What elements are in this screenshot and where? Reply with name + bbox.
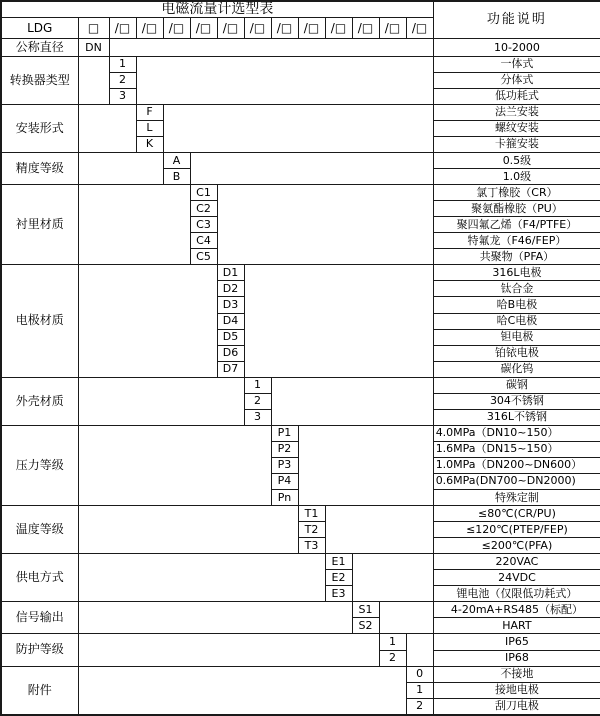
category-label: 供电方式	[1, 554, 78, 602]
category-label: 转换器类型	[1, 56, 78, 104]
option-code-cell: C1	[190, 185, 217, 201]
option-code-cell: 2	[406, 698, 433, 715]
option-description-cell: 0.6MPa(DN700~DN2000)	[433, 474, 600, 490]
option-code-cell: 1	[109, 56, 136, 72]
option-code-cell: 3	[109, 88, 136, 104]
spacer-cell	[78, 265, 217, 377]
option-description-cell: 哈C电极	[433, 313, 600, 329]
spacer-cell	[78, 602, 352, 634]
option-description-cell: 一体式	[433, 56, 600, 72]
option-description-cell: 304不锈钢	[433, 393, 600, 409]
option-description-cell: IP68	[433, 650, 600, 666]
table-row	[1, 425, 600, 441]
option-code-cell: DN	[78, 39, 109, 56]
option-description-cell: 220VAC	[433, 554, 600, 570]
option-code-cell: P3	[271, 457, 298, 473]
code-slot-cell: /□	[352, 18, 379, 39]
option-description-cell: 特氟龙（F46/FEP）	[433, 233, 600, 249]
option-code-cell: C5	[190, 249, 217, 265]
option-code-cell: A	[163, 153, 190, 169]
option-code-cell: E3	[325, 586, 352, 602]
option-description-cell: 24VDC	[433, 570, 600, 586]
option-description-cell: 316L不锈钢	[433, 409, 600, 425]
table-row	[1, 506, 600, 522]
table-row	[1, 39, 600, 56]
option-code-cell: 2	[109, 72, 136, 88]
code-slot-cell: /□	[136, 18, 163, 39]
spacer-cell	[406, 634, 433, 666]
option-code-cell: C4	[190, 233, 217, 249]
table-row	[1, 104, 600, 120]
category-label: 精度等级	[1, 153, 78, 185]
table-row	[1, 185, 600, 201]
option-description-cell: 聚氨酯橡胶（PU）	[433, 201, 600, 217]
option-description-cell: 锂电池（仅限低功耗式）	[433, 586, 600, 602]
option-code-cell: S1	[352, 602, 379, 618]
code-slot-cell: /□	[271, 18, 298, 39]
option-code-cell: D5	[217, 329, 244, 345]
option-description-cell: 碳钢	[433, 377, 600, 393]
option-description-cell: 螺纹安装	[433, 120, 600, 136]
option-description-cell: 4.0MPa（DN10~150）	[433, 425, 600, 441]
option-code-cell: Pn	[271, 490, 298, 506]
spacer-cell	[78, 104, 136, 152]
spacer-cell	[244, 265, 433, 377]
spacer-cell	[352, 554, 433, 602]
code-slot-cell: /□	[325, 18, 352, 39]
option-description-cell: 刮刀电极	[433, 698, 600, 715]
option-code-cell: F	[136, 104, 163, 120]
spacer-cell	[78, 185, 190, 265]
option-description-cell: 碳化钨	[433, 361, 600, 377]
model-box-cell: □	[78, 18, 109, 39]
spacer-cell	[78, 56, 109, 104]
option-description-cell: 聚四氟乙烯（F4/PTFE）	[433, 217, 600, 233]
option-code-cell: C3	[190, 217, 217, 233]
option-code-cell: B	[163, 169, 190, 185]
option-description-cell: IP65	[433, 634, 600, 650]
table-row	[1, 377, 600, 393]
option-code-cell: P2	[271, 441, 298, 457]
code-slot-cell: /□	[217, 18, 244, 39]
option-code-cell: S2	[352, 618, 379, 634]
option-description-cell: 接地电极	[433, 682, 600, 698]
spacer-cell	[217, 185, 433, 265]
spacer-cell	[190, 153, 433, 185]
option-code-cell: T1	[298, 506, 325, 522]
category-label: 信号输出	[1, 602, 78, 634]
option-description-cell: 1.0MPa（DN200~DN600）	[433, 457, 600, 473]
category-label: 防护等级	[1, 634, 78, 666]
option-description-cell: 法兰安装	[433, 104, 600, 120]
option-description-cell: 卡箍安装	[433, 137, 600, 153]
option-description-cell: 特殊定制	[433, 490, 600, 506]
option-description-cell: 0.5级	[433, 153, 600, 169]
model-prefix-cell: LDG	[1, 18, 78, 39]
spacer-cell	[379, 602, 433, 634]
header-row	[1, 1, 600, 18]
category-label: 电极材质	[1, 265, 78, 377]
option-description-cell: 共聚物（PFA）	[433, 249, 600, 265]
spacer-cell	[298, 425, 433, 505]
option-description-cell: 1.6MPa（DN15~150）	[433, 441, 600, 457]
option-description-cell: HART	[433, 618, 600, 634]
option-code-cell: T3	[298, 538, 325, 554]
option-code-cell: L	[136, 120, 163, 136]
option-code-cell: K	[136, 137, 163, 153]
option-code-cell: 1	[406, 682, 433, 698]
option-code-cell: D4	[217, 313, 244, 329]
table-row	[1, 56, 600, 72]
option-code-cell: D7	[217, 361, 244, 377]
category-label: 压力等级	[1, 425, 78, 505]
spacer-cell	[78, 425, 271, 505]
option-description-cell: 4-20mA+RS485（标配）	[433, 602, 600, 618]
option-description-cell: 低功耗式	[433, 88, 600, 104]
option-code-cell: 1	[244, 377, 271, 393]
spacer-cell	[136, 56, 433, 104]
option-description-cell: 316L电极	[433, 265, 600, 281]
option-description-cell: 钛合金	[433, 281, 600, 297]
option-description-cell: ≤200℃(PFA)	[433, 538, 600, 554]
spacer-cell	[163, 104, 433, 152]
option-code-cell: 3	[244, 409, 271, 425]
category-label: 附件	[1, 666, 78, 715]
category-label: 安装形式	[1, 104, 78, 152]
spacer-cell	[78, 506, 298, 554]
code-slot-cell: /□	[109, 18, 136, 39]
option-description-cell: 哈B电极	[433, 297, 600, 313]
option-code-cell: T2	[298, 522, 325, 538]
table-row	[1, 153, 600, 169]
spacer-cell	[109, 39, 433, 56]
spacer-cell	[78, 634, 379, 666]
spacer-cell	[271, 377, 433, 425]
option-code-cell: 0	[406, 666, 433, 682]
spacer-cell	[78, 666, 406, 715]
code-slot-cell: /□	[244, 18, 271, 39]
option-description-cell: ≤120℃(PTEP/FEP)	[433, 522, 600, 538]
option-code-cell: E1	[325, 554, 352, 570]
table-row	[1, 634, 600, 650]
option-description-cell: 10-2000	[433, 39, 600, 56]
option-description-cell: 氯丁橡胶（CR）	[433, 185, 600, 201]
option-code-cell: D1	[217, 265, 244, 281]
spacer-cell	[325, 506, 433, 554]
table-row	[1, 554, 600, 570]
option-code-cell: P4	[271, 474, 298, 490]
code-slot-cell: /□	[406, 18, 433, 39]
category-label: 衬里材质	[1, 185, 78, 265]
option-code-cell: D6	[217, 345, 244, 361]
code-slot-cell: /□	[163, 18, 190, 39]
table-row	[1, 666, 600, 682]
category-label: 公称直径	[1, 39, 78, 56]
table-title: 电磁流量计选型表	[1, 1, 433, 18]
option-code-cell: 2	[379, 650, 406, 666]
code-slot-cell: /□	[379, 18, 406, 39]
option-description-cell: 分体式	[433, 72, 600, 88]
spacer-cell	[78, 554, 325, 602]
option-description-cell: ≤80℃(CR/PU)	[433, 506, 600, 522]
code-slot-cell: /□	[190, 18, 217, 39]
function-column-header: 功能说明	[433, 1, 600, 39]
option-code-cell: D2	[217, 281, 244, 297]
option-code-cell: P1	[271, 425, 298, 441]
table-row	[1, 265, 600, 281]
option-code-cell: E2	[325, 570, 352, 586]
table-row	[1, 602, 600, 618]
option-description-cell: 铂铱电极	[433, 345, 600, 361]
option-code-cell: 1	[379, 634, 406, 650]
option-description-cell: 1.0级	[433, 169, 600, 185]
category-label: 外壳材质	[1, 377, 78, 425]
option-code-cell: 2	[244, 393, 271, 409]
option-code-cell: C2	[190, 201, 217, 217]
spacer-cell	[78, 377, 244, 425]
category-label: 温度等级	[1, 506, 78, 554]
option-description-cell: 不接地	[433, 666, 600, 682]
option-code-cell: D3	[217, 297, 244, 313]
option-description-cell: 钽电极	[433, 329, 600, 345]
code-slot-cell: /□	[298, 18, 325, 39]
spacer-cell	[78, 153, 163, 185]
